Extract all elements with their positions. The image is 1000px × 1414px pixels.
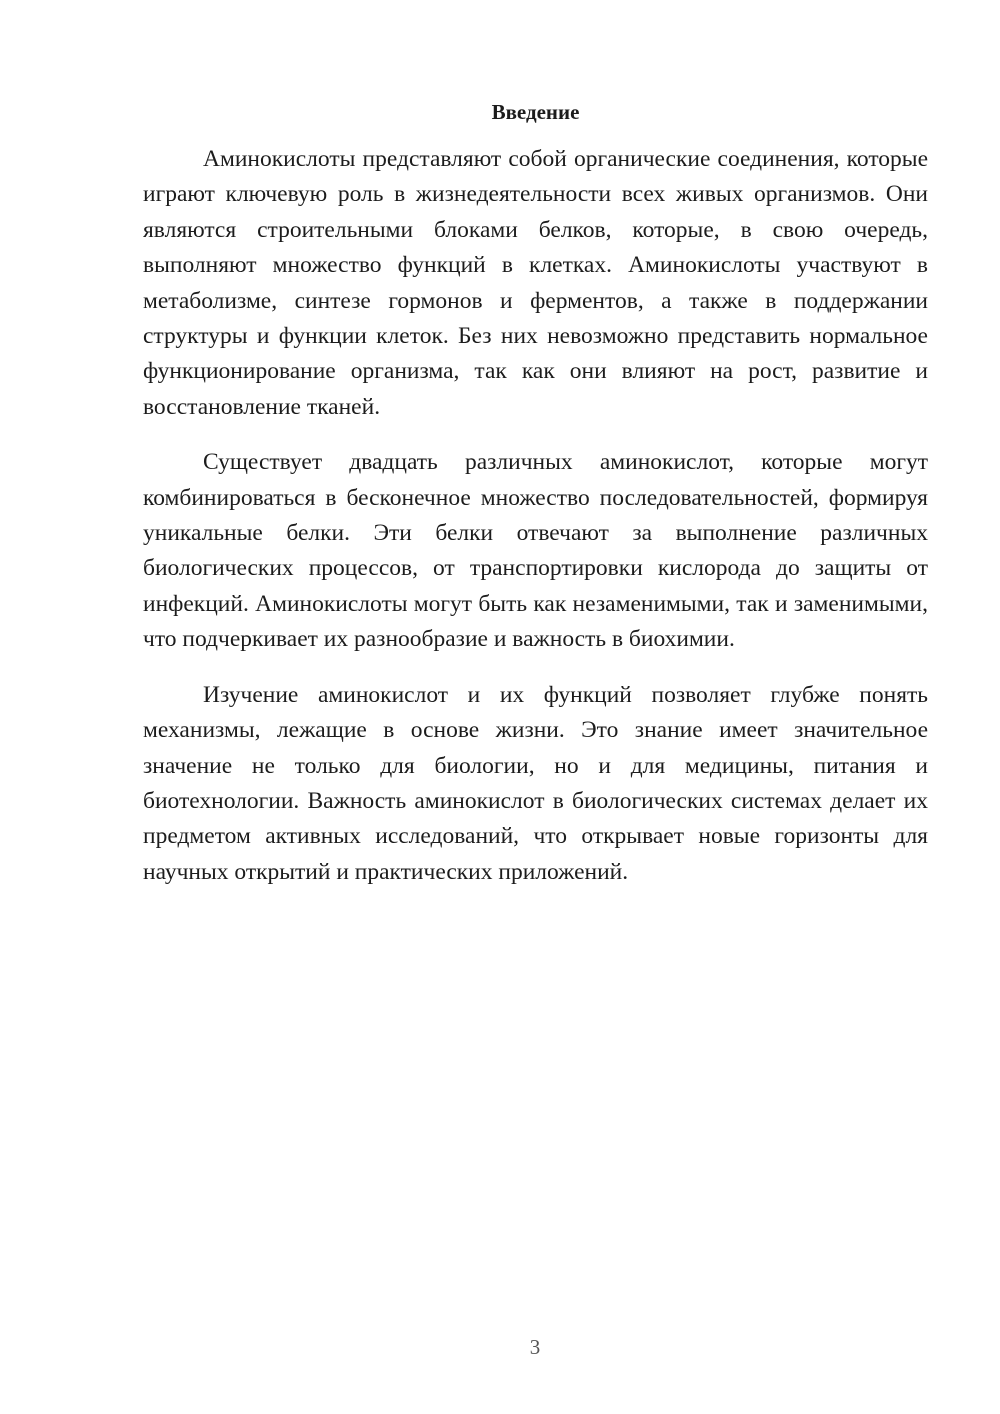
body-text xyxy=(143,142,928,910)
paragraph-1: Аминокислоты представляют собой органические соединения, которые играют ключевую роль в жизнедеятельности всех живых организмов. Они являются строительными блоками белков, которые, в свою очередь, выполняют множество функций в клетках. Аминокислоты участвуют в метаболизме, синтезе гормонов и ферментов, а также в поддержании структуры и функции клеток. Без них невозможно представить нормальное функционирование организма, так как они влияют на рост, развитие и восстановление тканей. xyxy=(143,146,928,420)
paragraph-3: Изучение аминокислот и их функций позволяет глубже понять механизмы, лежащие в основе жизни. Это знание имеет значительное значение не только для биологии, но и для медицины, питания и биотехнологии. Важность аминокислот в биологических системах делает их предметом активных исследований, что открывает новые горизонты для научных открытий и практических приложений. xyxy=(143,681,928,885)
section-title: Введение xyxy=(491,100,580,124)
page-number: 3 xyxy=(529,1335,541,1359)
paragraph-2: Существует двадцать различных аминокислот, которые могут комбинироваться в бесконечное множество последовательностей, формируя уникальные белки. Эти белки отвечают за выполнение различных биологических процессов, от транспортировки кислорода до защиты от инфекций. Аминокислоты могут быть как незаменимыми, так и заменимыми, что подчеркивает их разнообразие и важность в биохимии. xyxy=(143,449,928,653)
